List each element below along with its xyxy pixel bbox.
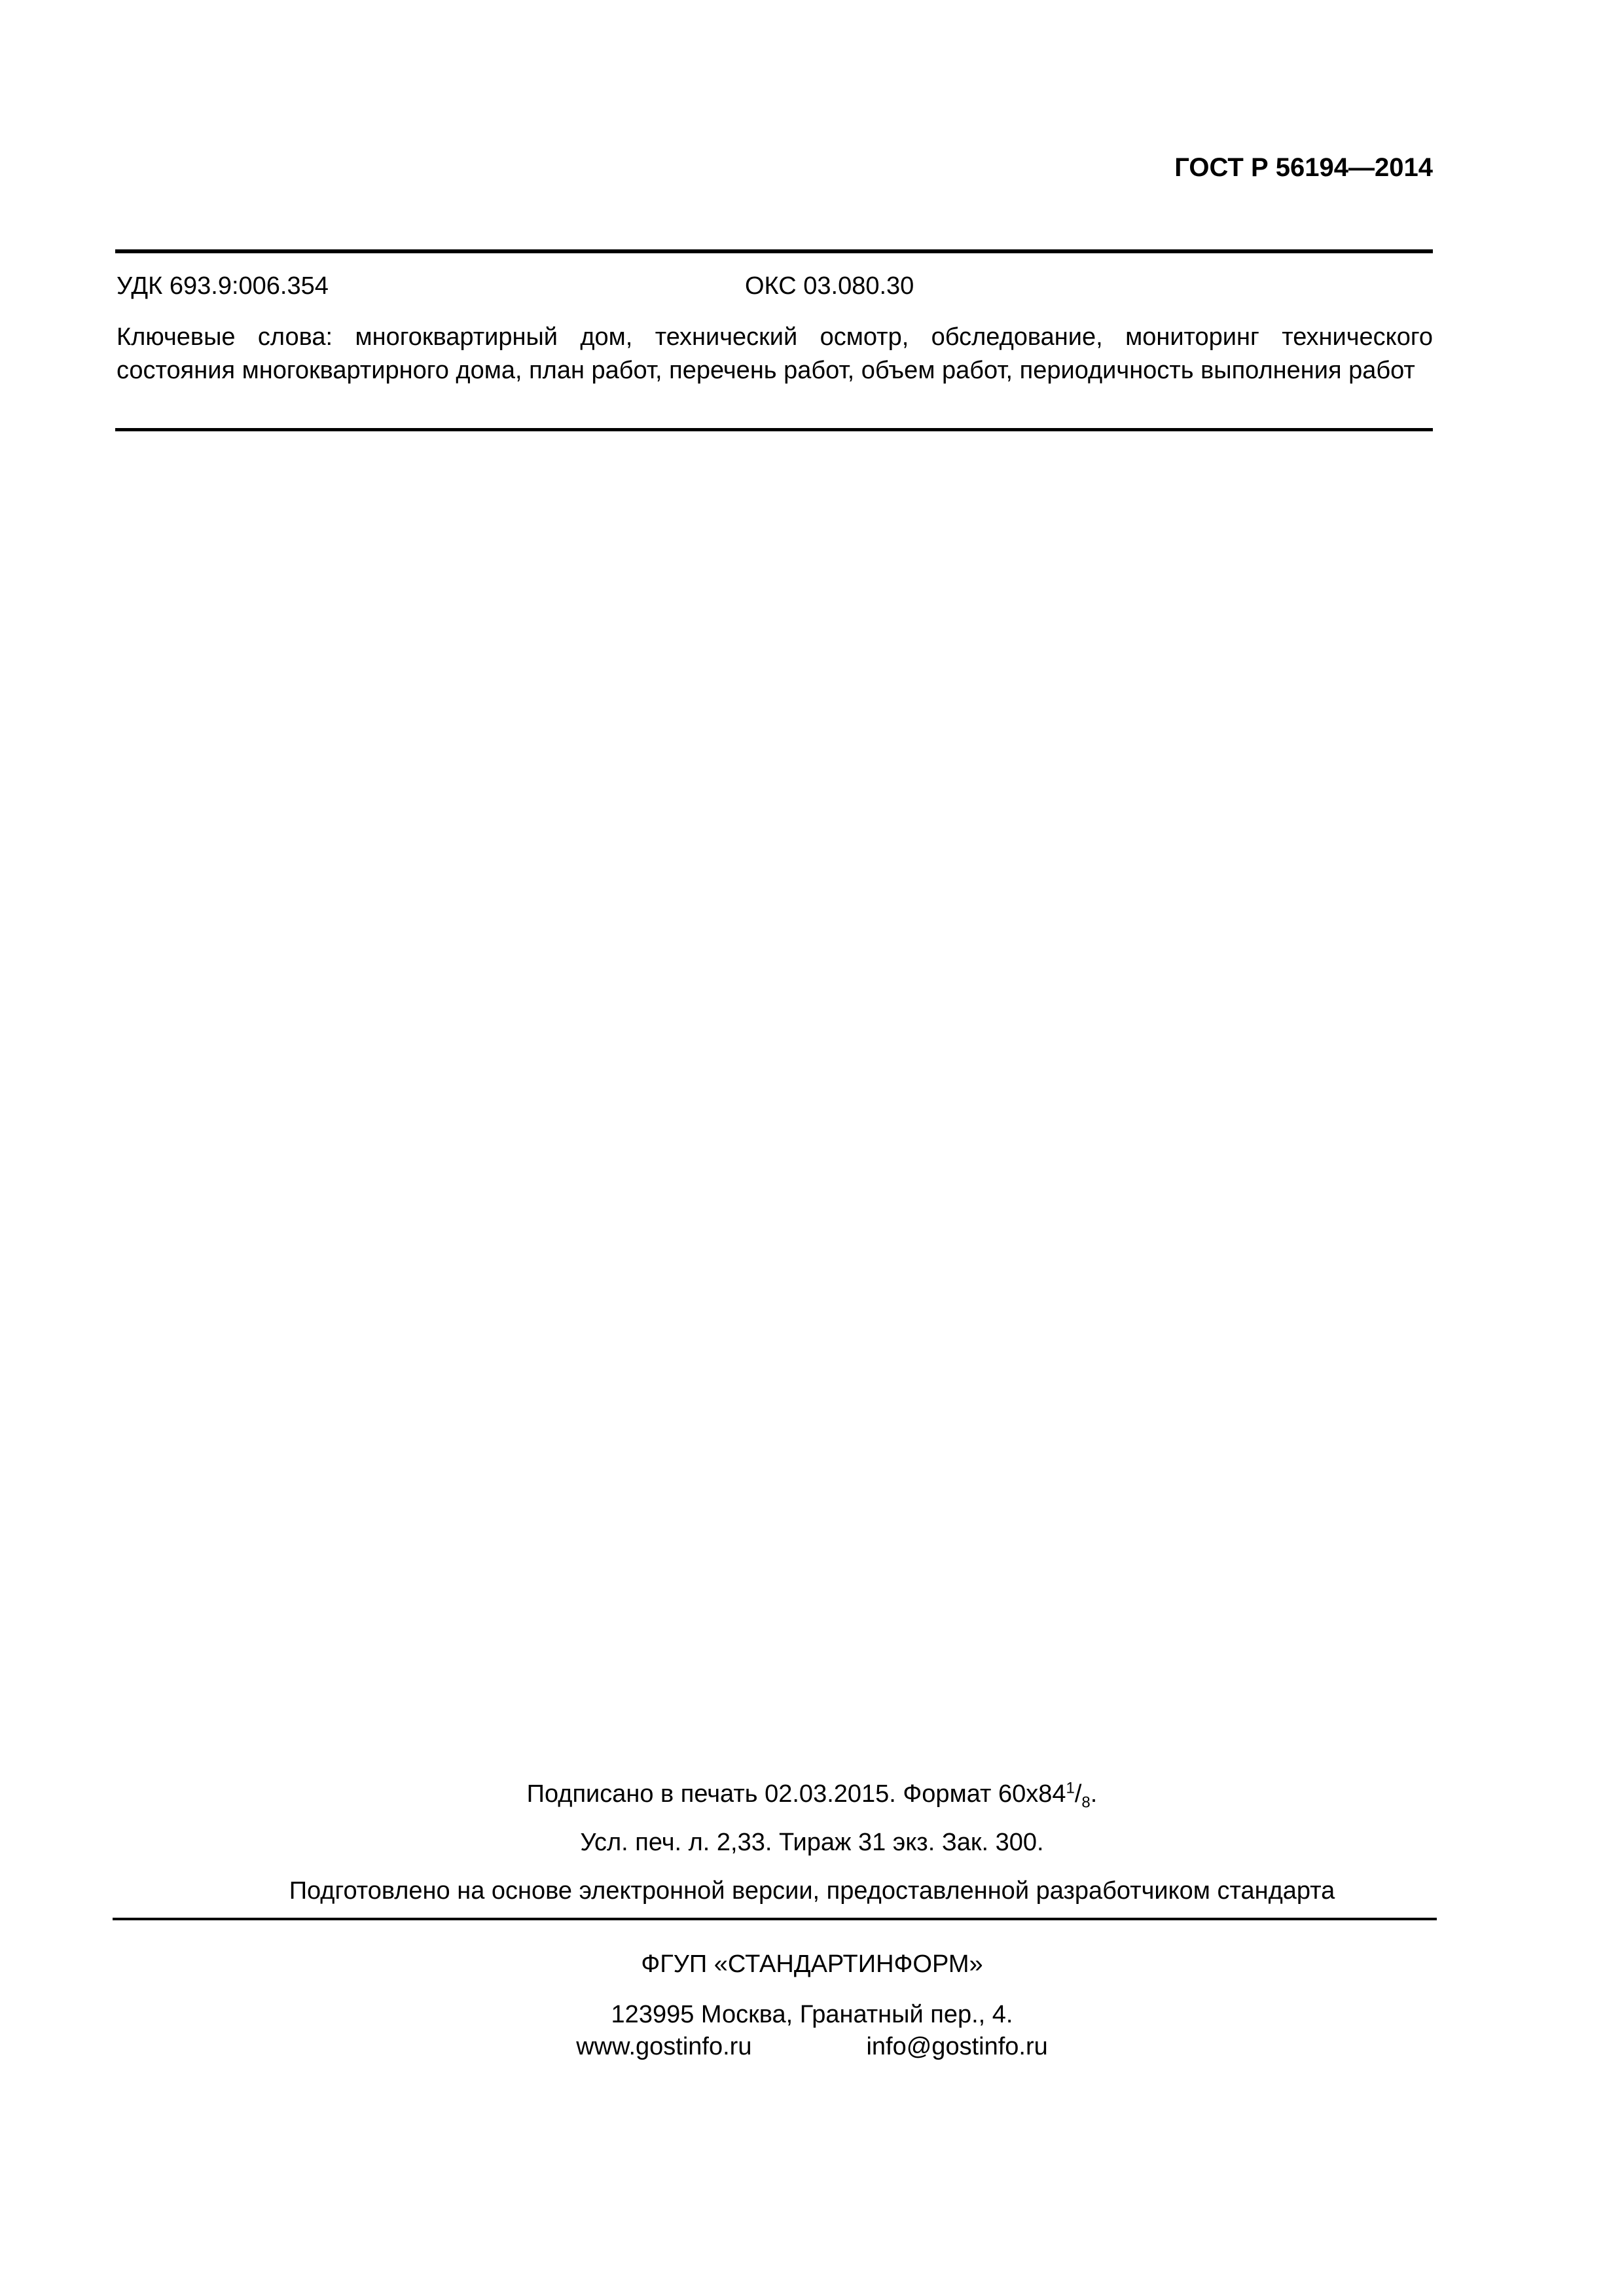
standard-number: ГОСТ Р 56194—2014 [1174,153,1433,182]
oks-code: ОКС 03.080.30 [745,272,914,300]
keywords-paragraph: Ключевые слова: многоквартирный дом, технический осмотр, обследование, мониторинг технического состояния многоквартирного дома, план работ, перечень работ, объем работ, периодичность выполнения работ [117,323,1433,384]
imprint-divider [113,1918,1437,1920]
imprint-signed-line [0,1779,1624,1812]
format-slash: / [1074,1780,1082,1808]
format-numerator: 1 [1066,1779,1075,1797]
imprint-signed-text: Подписано в печать 02.03.2015. Формат 60х84 [526,1780,1066,1808]
format-denominator: 8 [1081,1793,1091,1812]
imprint-prepared-note: Подготовлено на основе электронной версии, предоставленной разработчиком стандарта [289,1877,1335,1905]
publisher-name: ФГУП «СТАНДАРТИНФОРМ» [641,1950,983,1978]
publisher-address: 123995 Москва, Гранатный пер., 4. [611,2001,1013,2028]
udk-code: УДК 693.9:006.354 [117,272,329,300]
website-link[interactable]: www.gostinfo.ru [576,2033,752,2060]
imprint-signed-suffix: . [1090,1780,1098,1808]
top-divider [115,249,1433,253]
email-link[interactable]: info@gostinfo.ru [866,2033,1048,2060]
imprint-print-details: Усл. печ. л. 2,33. Тираж 31 экз. Зак. 300. [580,1829,1044,1856]
keywords-divider [115,428,1433,431]
publisher-contacts [0,2032,1624,2062]
